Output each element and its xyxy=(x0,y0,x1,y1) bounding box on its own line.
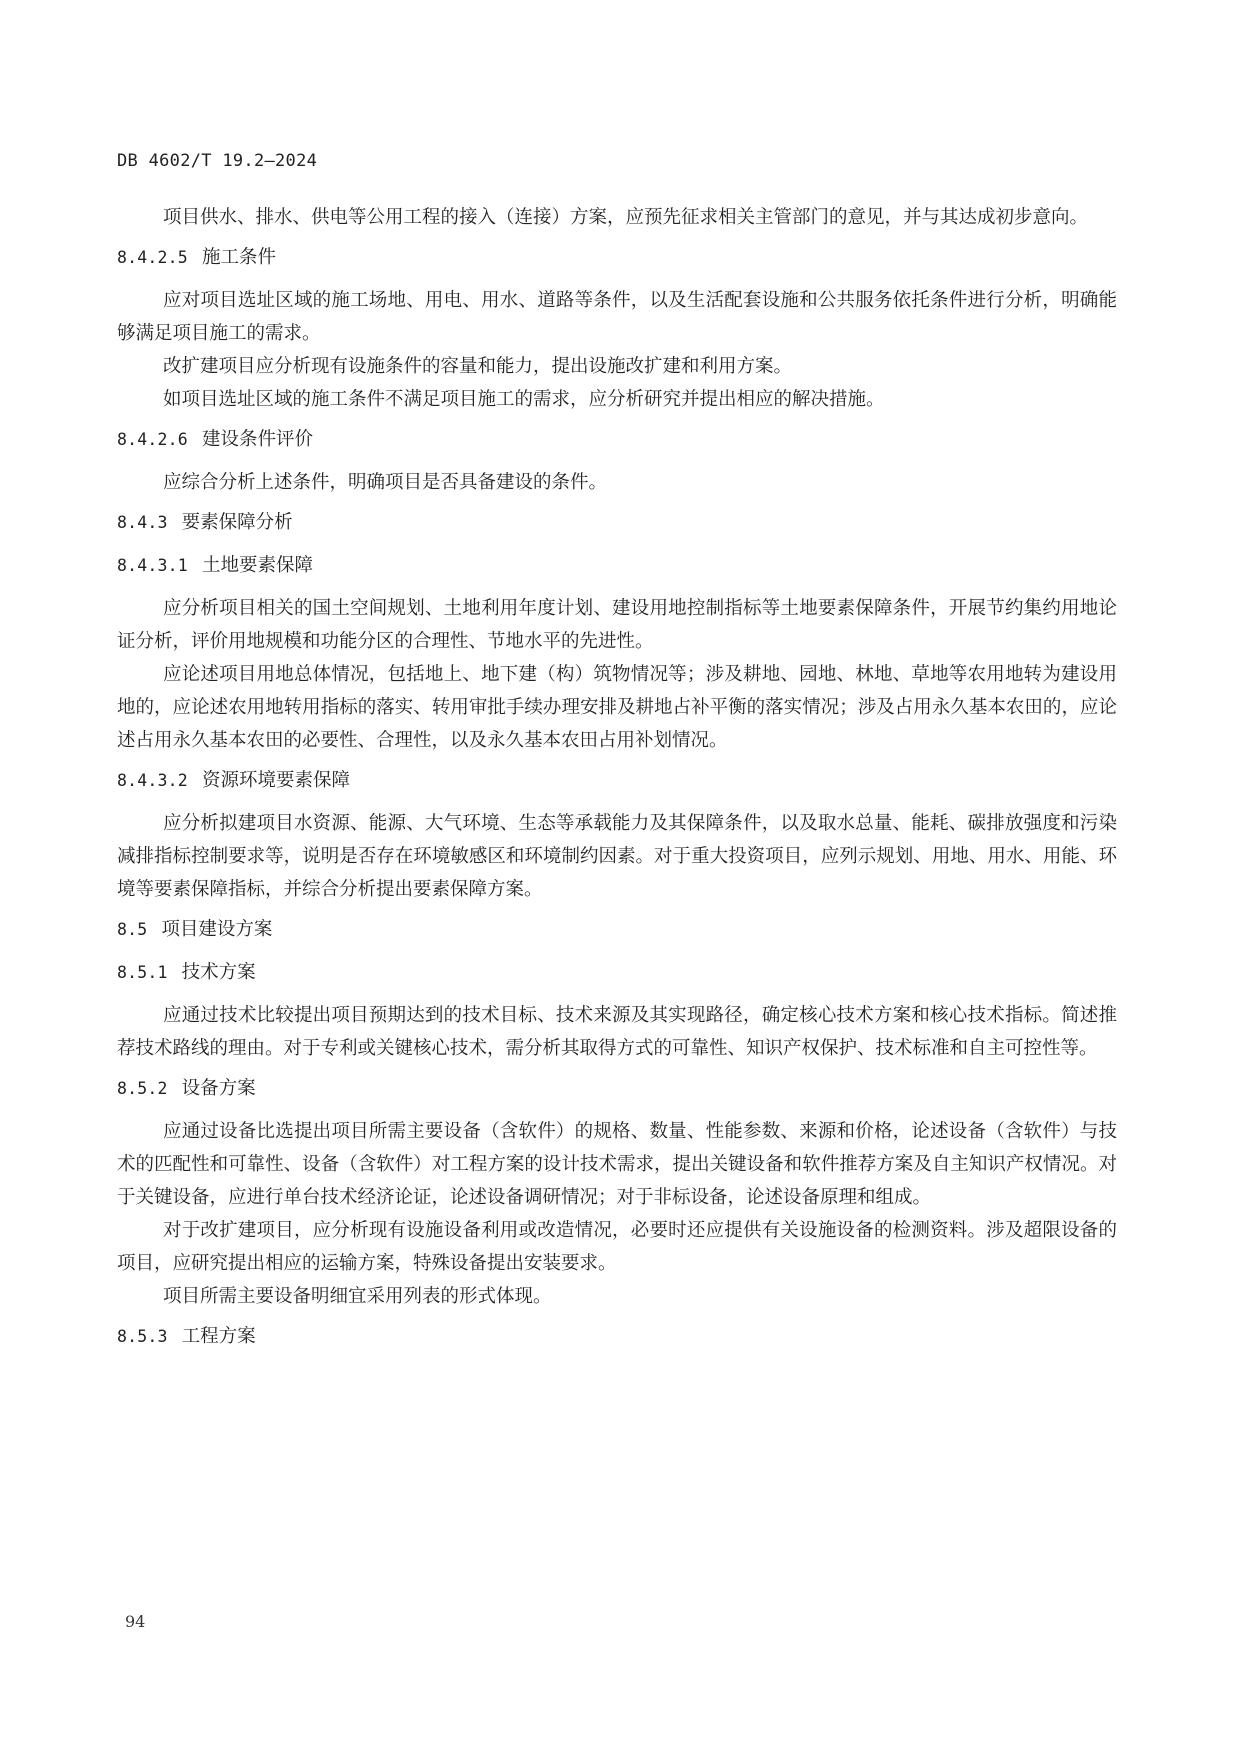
paragraph: 应通过技术比较提出项目预期达到的技术目标、技术来源及其实现路径，确定核心技术方案和核心技术指标。简述推荐技术路线的理由。对于专利或关键核心技术，需分析其取得方式的可靠性、知识产权保护、技术标准和自主可控性等。 xyxy=(117,1005,1117,1059)
section-heading-8-5-1 xyxy=(117,956,1117,989)
section-number: 8.5.3 xyxy=(117,1327,168,1346)
section-number: 8.4.3.1 xyxy=(117,556,188,575)
section-heading-8-4-2-5 xyxy=(117,241,1117,274)
paragraph: 项目所需主要设备明细宜采用列表的形式体现。 xyxy=(163,1286,552,1307)
section-heading-8-5 xyxy=(117,913,1117,946)
section-number: 8.5 xyxy=(117,920,148,939)
section-title: 土地要素保障 xyxy=(201,555,313,576)
paragraph: 对于改扩建项目，应分析现有设施设备利用或改造情况，必要时还应提供有关设施设备的检测资料。涉及超限设备的项目，应研究提出相应的运输方案，特殊设备提出安装要求。 xyxy=(117,1220,1117,1274)
section-number: 8.4.3.2 xyxy=(117,771,188,790)
section-heading-8-4-3-1 xyxy=(117,549,1117,582)
section-number: 8.4.2.5 xyxy=(117,248,188,267)
section-title: 建设条件评价 xyxy=(201,429,313,450)
section-title: 技术方案 xyxy=(181,962,256,983)
section-number: 8.5.1 xyxy=(117,963,168,982)
paragraph: 应分析项目相关的国土空间规划、土地利用年度计划、建设用地控制指标等土地要素保障条件，开展节约集约用地论证分析，评价用地规模和功能分区的合理性、节地水平的先进性。 xyxy=(117,598,1117,652)
section-number: 8.5.2 xyxy=(117,1079,168,1098)
section-heading-8-4-2-6 xyxy=(117,423,1117,456)
section-title: 设备方案 xyxy=(181,1078,256,1099)
section-title: 施工条件 xyxy=(201,247,276,268)
section-heading-8-4-3 xyxy=(117,506,1117,539)
section-heading-8-4-3-2 xyxy=(117,764,1117,797)
paragraph: 应论述项目用地总体情况，包括地上、地下建（构）筑物情况等；涉及耕地、园地、林地、草地等农用地转为建设用地的，应论述农用地转用指标的落实、转用审批手续办理安排及耕地占补平衡的落实情况；涉及占用永久基本农田的，应论述占用永久基本农田的必要性、合理性，以及永久基本农田占用补划情况。 xyxy=(117,664,1117,751)
section-heading-8-5-3 xyxy=(117,1320,1117,1353)
paragraph: 应分析拟建项目水资源、能源、大气环境、生态等承载能力及其保障条件，以及取水总量、能耗、碳排放强度和污染减排指标控制要求等，说明是否存在环境敏感区和环境制约因素。对于重大投资项目，应列示规划、用地、用水、用能、环境等要素保障指标，并综合分析提出要素保障方案。 xyxy=(117,813,1117,900)
paragraph: 应综合分析上述条件，明确项目是否具备建设的条件。 xyxy=(163,472,608,493)
paragraph: 应对项目选址区域的施工场地、用电、用水、道路等条件，以及生活配套设施和公共服务依托条件进行分析，明确能够满足项目施工的需求。 xyxy=(117,290,1117,344)
standard-code-header: DB 4602/T 19.2—2024 xyxy=(117,151,318,171)
section-title: 要素保障分析 xyxy=(181,512,293,533)
paragraph: 项目供水、排水、供电等公用工程的接入（连接）方案，应预先征求相关主管部门的意见，并与其达成初步意向。 xyxy=(163,207,1089,228)
body-content xyxy=(117,201,1117,1363)
section-number: 8.4.2.6 xyxy=(117,430,188,449)
section-title: 工程方案 xyxy=(181,1326,256,1347)
page-number: 94 xyxy=(125,1612,146,1631)
section-number: 8.4.3 xyxy=(117,513,168,532)
paragraph: 改扩建项目应分析现有设施条件的容量和能力，提出设施改扩建和利用方案。 xyxy=(163,356,793,377)
paragraph: 如项目选址区域的施工条件不满足项目施工的需求，应分析研究并提出相应的解决措施。 xyxy=(163,389,885,410)
paragraph: 应通过设备比选提出项目所需主要设备（含软件）的规格、数量、性能参数、来源和价格，论述设备（含软件）与技术的匹配性和可靠性、设备（含软件）对工程方案的设计技术需求，提出关键设备和软件推荐方案及自主知识产权情况。对于关键设备，应进行单台技术经济论证，论述设备调研情况；对于非标设备，论述设备原理和组成。 xyxy=(117,1121,1117,1208)
section-title: 资源环境要素保障 xyxy=(201,770,350,791)
section-heading-8-5-2 xyxy=(117,1072,1117,1105)
section-title: 项目建设方案 xyxy=(161,919,273,940)
